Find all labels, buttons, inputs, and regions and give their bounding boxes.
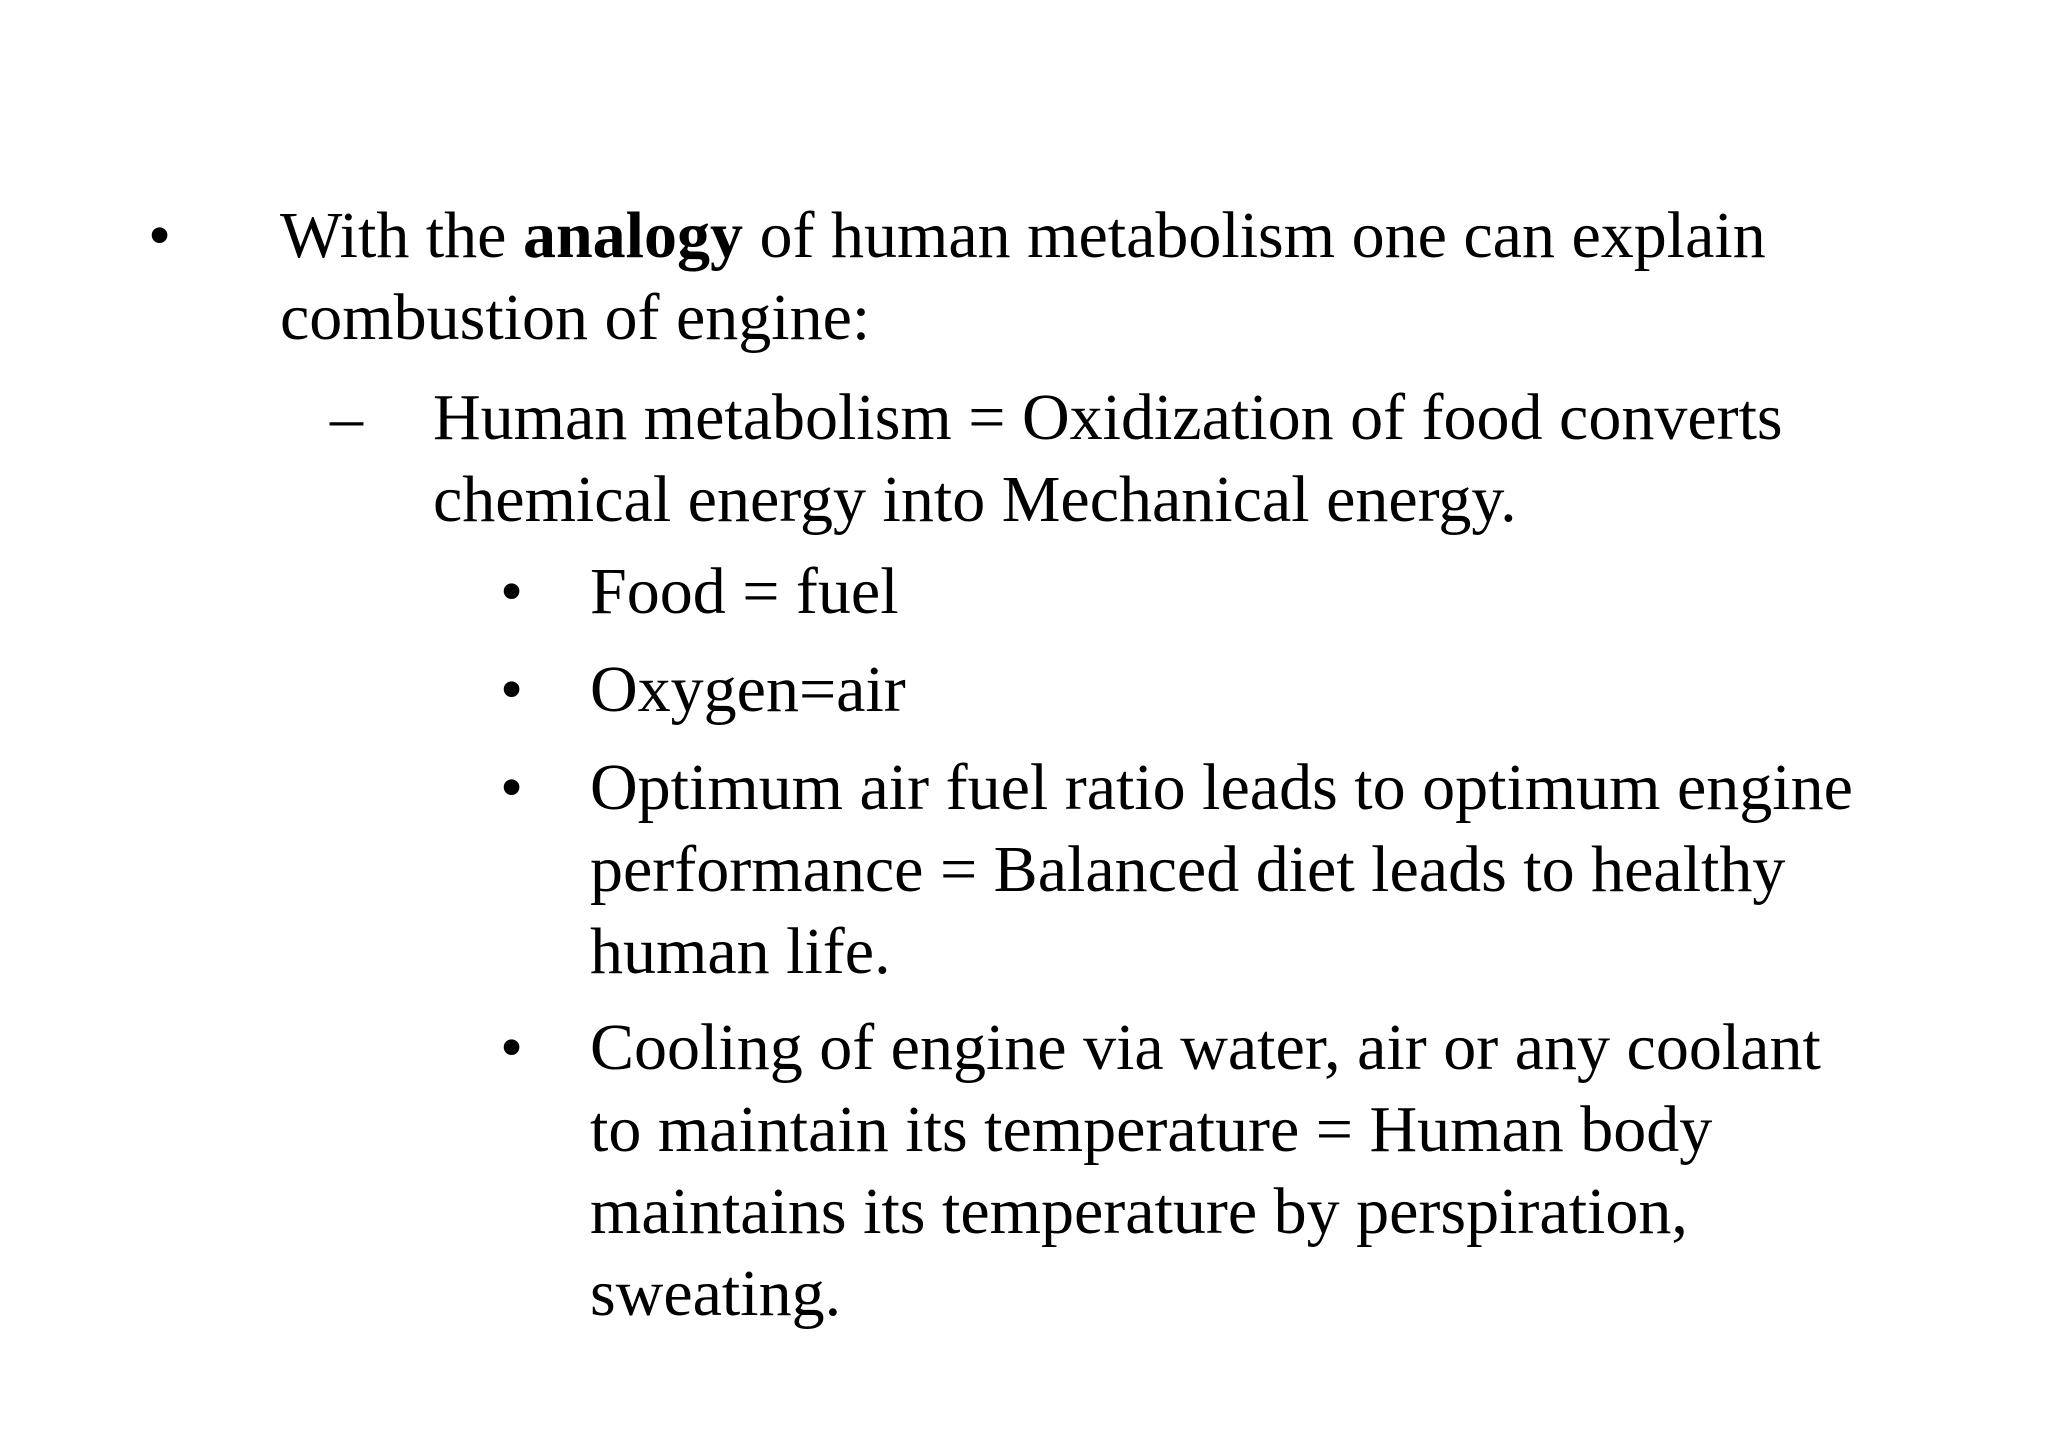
subbullet-marker: • [500,1011,524,1084]
bullet-marker: • [148,199,172,272]
bold-keyword: analogy [522,199,744,272]
subbullet-line: Optimum air fuel ratio leads to optimum engine [590,751,1853,824]
subbullet-line: to maintain its temperature = Human body [590,1093,1713,1166]
subbullet-marker: • [500,555,524,628]
subbullet-marker: • [500,751,524,824]
bullet-line [280,194,1766,277]
bullet-line: combustion of engine: [280,281,871,354]
dash-marker: – [330,381,363,454]
subbullet-line: Oxygen=air [590,653,906,726]
subbullet-marker: • [500,653,524,726]
subbullet-line: performance = Balanced diet leads to healthy [590,833,1786,906]
subbullet-line: Cooling of engine via water, air or any coolant [590,1011,1821,1084]
dash-line: Human metabolism = Oxidization of food converts [433,381,1783,454]
dash-line: chemical energy into Mechanical energy. [433,463,1517,536]
subbullet-line: human life. [590,915,891,988]
bullet-text-lead: With the [280,199,523,272]
subbullet-line: sweating. [590,1257,842,1330]
subbullet-line: Food = fuel [590,555,899,628]
subbullet-line: maintains its temperature by perspiration, [590,1175,1688,1248]
bullet-text-rest: of human metabolism one can explain [743,199,1766,272]
